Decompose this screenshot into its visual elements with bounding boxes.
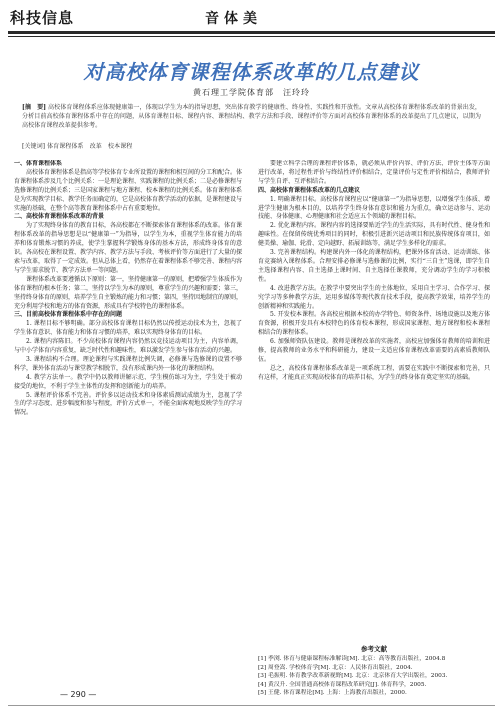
- abstract: [22, 103, 481, 130]
- page-number: — 290 —: [60, 690, 97, 699]
- section-heading: 一、体育课程体系: [14, 160, 63, 167]
- left-column: [14, 160, 242, 675]
- article-title: 对高校体育课程体系改革的几点建议: [83, 60, 420, 84]
- reference-item: [1] 季浏. 体育与健康课程标准解读[M]. 北京：高等教育出版社，2004.8: [258, 656, 446, 663]
- section-heading: 三、目前高校体育课程体系中存在的问题: [14, 311, 123, 319]
- right-column: [258, 160, 490, 642]
- paragraph: 高校体育课程体系是指高等学校体育专业所设置的课程和相互间的分工和配合。体育课程体系涉及几个比例关系：一是理论课程、实践课程的比例关系；二是必修课程与选修课程的比例关系；三是国家课程与地方课程、校本课程的比例关系。体育课程体系是为实现教学目标、教学任务而确定的，它是高校体育教学活动的依据，是课程建设与实施的基础，在整个高等教育课程体系中占有重要地位。: [14, 168, 242, 212]
- paragraph: 2. 课程内容陈旧。不少高校体育课程内容仍然以竞技运动项目为主，内容单调，与中小学体育内容重复，缺乏时代性和趣味性，难以激发学生参与体育活动的兴趣。: [14, 338, 242, 355]
- reference-item: [2] 周登嵩. 学校体育学[M]. 北京：人民体育出版社，2004.: [258, 664, 413, 671]
- paragraph: 5. 课程评价体系不完善。评价多以运动技术和身体素质测试成绩为主，忽视了学生的学习态度、进步幅度和参与程度，评价方式单一，不能全面客观地反映学生的学习情况。: [14, 391, 242, 417]
- section-heading: 二、高校体育课程体系改革的背景: [14, 213, 105, 221]
- paragraph: 3. 完善课程结构。构建课内外一体化的课程结构，把课外体育活动、运动训练、体育竞赛纳入课程体系。合理安排必修课与选修课的比例，实行“三自主”选课，即学生自主选择课程内容、自主选择上课时间、自主选择任课教师，充分调动学生的学习积极性。: [258, 249, 490, 283]
- paragraph: 4. 教学方法单一。教学中仍以教师讲解示范、学生模仿练习为主，学生处于被动接受的地位，不利于学生主体性的发挥和创新能力的培养。: [14, 373, 242, 390]
- references-list: [258, 655, 490, 697]
- paragraph: 1. 课程目标不够明确。部分高校体育课程目标仍然以传授运动技术为主，忽视了学生体育意识、体育能力和体育习惯的培养，难以实现终身体育的目标。: [14, 320, 242, 337]
- paragraph: 3. 课程结构不合理。理论课程与实践课程比例失调，必修课与选修课的设置不够科学，课外体育活动与课堂教学相脱节，没有形成课内外一体化的课程结构。: [14, 355, 242, 372]
- keywords: [22, 142, 481, 151]
- reference-item: [5] 王健. 体育课程论[M]. 上海：上海教育出版社，2000.: [258, 690, 407, 697]
- abstract-label: [摘 要]: [22, 104, 47, 111]
- paragraph: 1. 明确课程目标。高校体育课程应以“健康第一”为指导思想，以增强学生体质、增进学生健康为根本目的，以培养学生终身体育意识和能力为重点，确立运动参与、运动技能、身体健康、心理健康和社会适应五个领域的课程目标。: [258, 195, 490, 221]
- paragraph: 5. 开发校本课程。各高校应根据本校的办学特色、师资条件、场地设施以及地方体育资源，积极开发具有本校特色的体育校本课程，形成国家课程、地方课程和校本课程相结合的课程体系。: [258, 311, 490, 337]
- keywords-text: 体育课程体系 改革 校本课程: [46, 143, 133, 150]
- paragraph: 课程体系改革要遵循以下原则：第一，坚持健康第一的原则，把增强学生体质作为体育课程的根本任务；第二，坚持以学生为本的原则，尊重学生的兴趣和需要；第三，坚持终身体育的原则，培养学生自主锻炼的能力和习惯；第四，坚持因地制宜的原则，充分利用学校和地方的体育资源，形成具有学校特色的课程体系。: [14, 275, 242, 310]
- abstract-text: 高校体育课程体系应体现健康第一，体现以学生为本的指导思想，突出体育教学的健康性、终身性、实践性和开放性。文章从高校体育课程体系改革的背景出发，分析目前高校体育课程体系中存在的问题，从体育课程目标、课程内容、课程结构、教学方法和手段、课程评价等方面对高校体育课程体系的改革提出了几点建议，以期为高校体育课程改革提供参考。: [22, 104, 482, 129]
- paragraph: 为了实现终身体育的教育目标，各高校都在不断探索体育课程体系的改革。体育课程体系改革的指导思想是以“健康第一”为指导，以学生为本，重视学生体育能力的培养和体育锻炼习惯的养成，使学生掌握科学锻炼身体的基本方法，形成终身体育的意识。各高校在课程设置、教学内容、教学方法与手段、考核评价等方面进行了大量的探索与改革，取得了一定成效。但从总体上看，仍然存在着课程体系不够完善、课程内容与学生需求脱节、教学方法单一等问题。: [14, 222, 242, 274]
- footer-rule: [8, 705, 495, 706]
- keywords-label: [关键词]: [22, 143, 46, 150]
- paragraph: 6. 加强师资队伍建设。教师是课程改革的实施者，高校应加强体育教师的培训和进修，提高教师的业务水平和科研能力，建设一支适应体育课程改革需要的高素质教师队伍。: [258, 338, 490, 363]
- paragraph: 4. 改进教学方法。在教学中要突出学生的主体地位，采用自主学习、合作学习、探究学习等多种教学方法，运用多媒体等现代教育技术手段，提高教学效果，培养学生的创新精神和实践能力。: [258, 284, 490, 310]
- header-rule: [8, 31, 495, 34]
- section-heading: 四、高校体育课程体系改革的几点建议: [258, 186, 361, 194]
- reference-item: [4] 黄汉升. 全国普通高校体育课程改革研究[J]. 体育科学，2005.: [258, 681, 427, 688]
- article-author: 黄石理工学院体育部 汪玲玲: [193, 88, 310, 97]
- header-rule-thin: [8, 36, 495, 37]
- references-title: 参考文献: [361, 645, 387, 653]
- paragraph: 总之，高校体育课程体系改革是一项系统工程，需要在实践中不断探索和完善，只有这样，才能真正实现高校体育的培养目标，为学生的终身体育奠定坚实的基础。: [258, 364, 490, 381]
- paragraph: 要建立科学合理的课程评价体系，就必须从评价内容、评价方法、评价主体等方面进行改革，将过程性评价与终结性评价相结合，定量评价与定性评价相结合，教师评价与学生自评、互评相结合。: [258, 160, 490, 185]
- journal-name: 科技信息: [10, 9, 75, 27]
- references: [258, 645, 490, 697]
- section-name: 音体美: [205, 11, 262, 27]
- paragraph: 2. 优化课程内容。课程内容的选择要贴近学生的生活实际，具有时代性、健身性和趣味性。在保留传统优秀项目的同时，积极引进新兴运动项目和民族传统体育项目，如健美操、瑜伽、轮滑、定向越野、拓展训练等，满足学生多样化的需求。: [258, 222, 490, 248]
- reference-item: [3] 毛振明. 体育教学改革新视野[M]. 北京：北京体育大学出版社，2003.: [258, 673, 448, 680]
